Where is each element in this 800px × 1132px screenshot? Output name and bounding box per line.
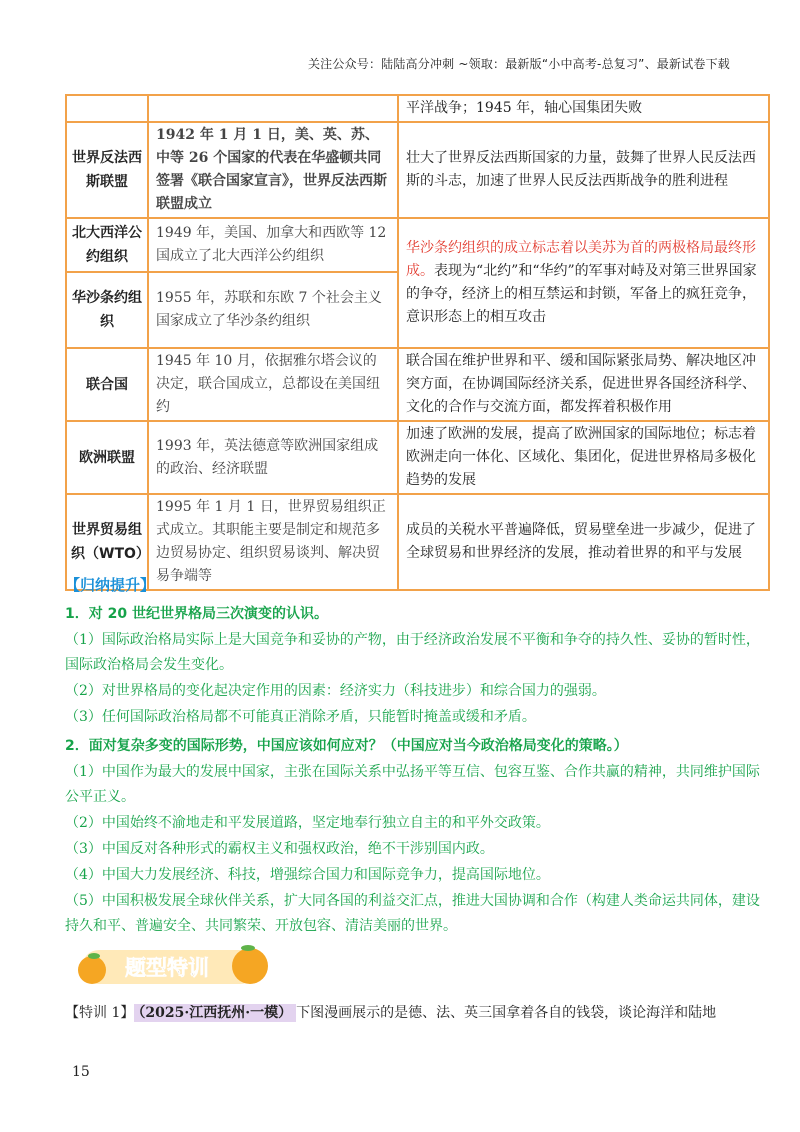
- training-source: （2025·江西抚州·一模）: [134, 1004, 296, 1022]
- summary-tag: 【归纳提升】: [65, 576, 156, 594]
- leaf-icon: [88, 953, 100, 959]
- summary-question-1: 1．对 20 世纪世界格局三次演变的认识。: [65, 606, 328, 622]
- summary-point: （2）中国始终不渝地走和平发展道路，坚定地奉行独立自主的和平外交政策。: [65, 815, 550, 831]
- summary-point: （1）中国作为最大的发展中国家，主张在国际关系中弘扬平等互信、包容互鉴、合作共赢的精神，共同维护国际公平正义。: [65, 764, 760, 805]
- table-row: [66, 218, 769, 272]
- org-name: 联合国: [66, 348, 148, 421]
- banner-title: 题型特训: [125, 956, 209, 980]
- summary-point: （5）中国积极发展全球伙伴关系，扩大同各国的利益交汇点，推进大国协调和合作（构建人类命运共同体，建设持久和平、普遍安全、共同繁荣、开放包容、清洁美丽的世界。: [65, 893, 760, 934]
- org-name: 北大西洋公约组织: [66, 218, 148, 272]
- org-event: 1949 年，美国、加拿大和西欧等 12 国成立了北大西洋公约组织: [148, 218, 398, 272]
- training-question: [65, 1001, 770, 1025]
- effect-text: 表现为“北约”和“华约”的军事对峙及对第三世界国家的争夺，经济上的相互禁运和封锁，军备上的疯狂竞争，意识形态上的相互攻击: [406, 263, 757, 325]
- org-event: 1955 年，苏联和东欧 7 个社会主义国家成立了华沙条约组织: [148, 272, 398, 348]
- org-event: 1995 年 1 月 1 日，世界贸易组织正式成立。其职能主要是制定和规范多边贸易协定、组织贸易谈判、解决贸易争端等: [148, 494, 398, 590]
- org-event: [148, 95, 398, 122]
- training-text: 下图漫画展示的是德、法、英三国拿着各自的钱袋，谈论海洋和陆地: [296, 1005, 717, 1021]
- orange-right-icon: [232, 948, 268, 984]
- training-label: 【特训 1】: [65, 1005, 135, 1021]
- summary-point: （2）对世界格局的变化起决定作用的因素：经济实力（科技进步）和综合国力的强弱。: [65, 683, 606, 699]
- summary-point: （3）任何国际政治格局都不可能真正消除矛盾，只能暂时掩盖或缓和矛盾。: [65, 709, 536, 725]
- table-row: [66, 122, 769, 218]
- org-name: 华沙条约组织: [66, 272, 148, 348]
- org-name: 世界反法西斯联盟: [66, 122, 148, 218]
- org-event: 1942 年 1 月 1 日，美、英、苏、中等 26 个国家的代表在华盛顿共同签署《联合国家宣言》，世界反法西斯联盟成立: [148, 122, 398, 218]
- summary-section: [65, 573, 770, 939]
- table-row: [66, 421, 769, 494]
- org-effect: 加速了欧洲的发展，提高了欧洲国家的国际地位；标志着欧洲走向一体化、区域化、集团化，促进世界格局多极化趋势的发展: [398, 421, 769, 494]
- leaf-icon: [241, 945, 255, 951]
- table-row: [66, 95, 769, 122]
- org-event: 1945 年 10 月，依据雅尔塔会议的决定，联合国成立，总都设在美国纽约: [148, 348, 398, 421]
- summary-question-2: 2．面对复杂多变的国际形势，中国应该如何应对？（中国应对当今政治格局变化的策略。）: [65, 738, 628, 754]
- org-name: [66, 95, 148, 122]
- org-effect: 联合国在维护世界和平、缓和国际紧张局势、解决地区冲突方面，在协调国际经济关系，促进世界各国经济科学、文化的合作与交流方面，都发挥着积极作用: [398, 348, 769, 421]
- org-effect: 平洋战争；1945 年，轴心国集团失败: [398, 95, 769, 122]
- org-effect: 成员的关税水平普遍降低，贸易壁垒进一步减少，促进了全球贸易和世界经济的发展，推动着世界的和平与发展: [398, 494, 769, 590]
- summary-point: （4）中国大力发展经济、科技，增强综合国力和国际竞争力，提高国际地位。: [65, 867, 550, 883]
- summary-point: （1）国际政治格局实际上是大国竞争和妥协的产物，由于经济政治发展不平衡和争夺的持久性、妥协的暂时性，国际政治格局会发生变化。: [65, 632, 760, 673]
- orange-left-icon: [78, 956, 106, 984]
- org-effect: [398, 218, 769, 348]
- summary-point: （3）中国反对各种形式的霸权主义和强权政治，绝不干涉别国内政。: [65, 841, 494, 857]
- page-header: 关注公众号：陆陆高分冲刺 ~领取：最新版“小中高考-总复习”、最新试卷下载: [307, 57, 730, 71]
- org-effect: 壮大了世界反法西斯国家的力量，鼓舞了世界人民反法西斯的斗志，加速了世界人民反法西斯战争的胜利进程: [398, 122, 769, 218]
- history-table: [65, 94, 770, 591]
- section-banner: [72, 936, 272, 992]
- table-row: [66, 348, 769, 421]
- org-name: 世界贸易组织（WTO）: [66, 494, 148, 590]
- org-name: 欧洲联盟: [66, 421, 148, 494]
- effect-highlight: 华沙条约组织的成立标志着以美苏为首的两极格局最终形成。: [406, 240, 756, 279]
- org-event: 1993 年，英法德意等欧洲国家组成的政治、经济联盟: [148, 421, 398, 494]
- page-number: 15: [72, 1064, 90, 1080]
